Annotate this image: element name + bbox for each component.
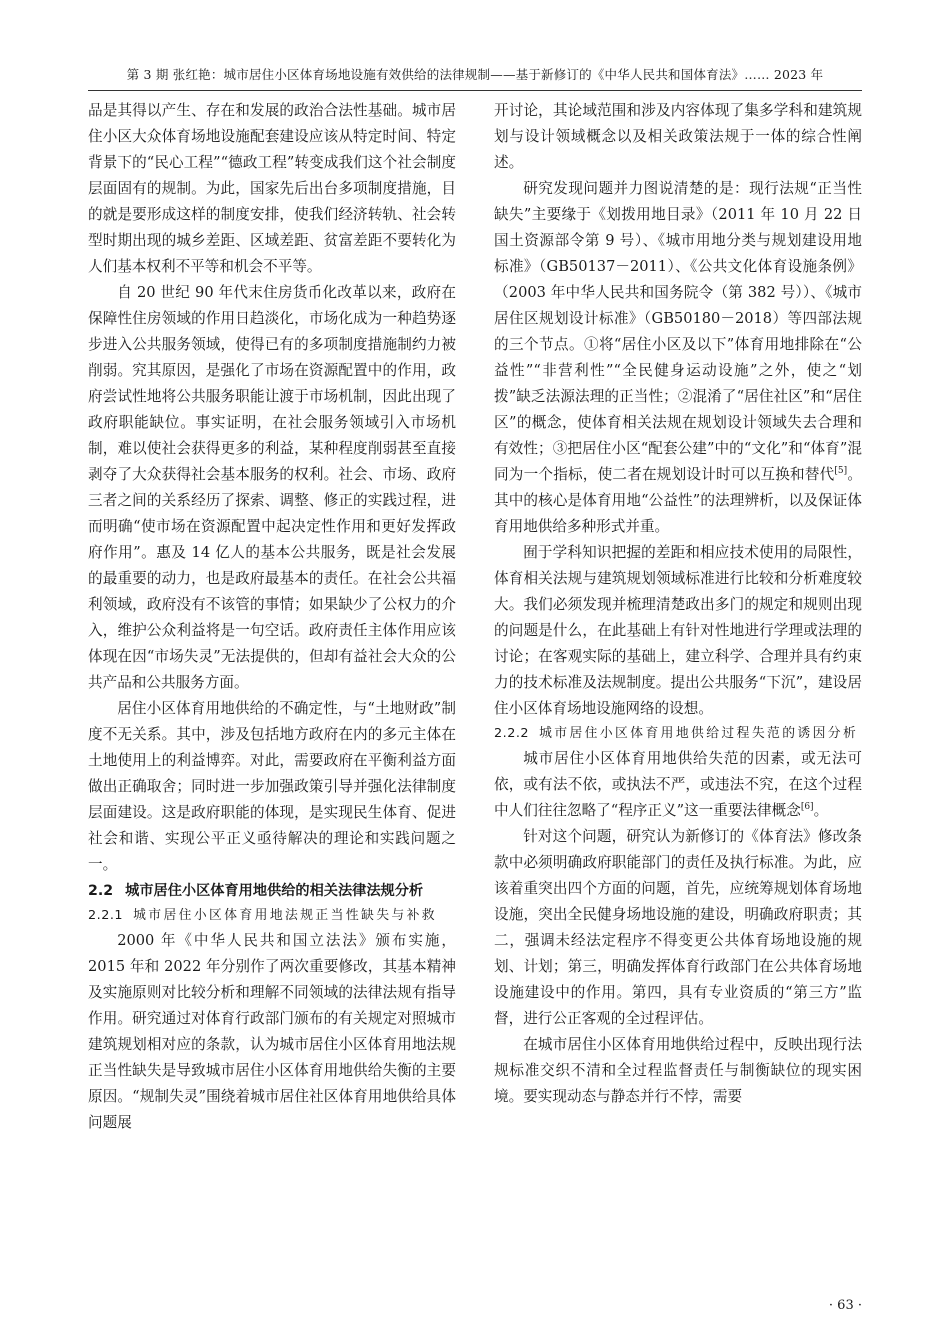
- section-title: 城市居住小区体育用地供给的相关法律法规分析: [125, 883, 424, 899]
- left-column: [88, 98, 456, 1136]
- paragraph: 2000 年《中华人民共和国立法法》颁布实施，2015 年和 2022 年分别作了两次重要修改，其基本精神及实施原则对比较分析和理解不同领域的法律法规有指导作用。研究通过对体育行政部门颁布的有关规定对照城市建筑规划相对应的条款，认为城市居住小区体育用地法规正当性缺失是导致城市居住小区体育用地供给失衡的主要原因。“规制失灵”围绕着城市居住社区体育用地供给具体问题展: [88, 932, 456, 1131]
- paragraph: 自 20 世纪 90 年代末住房货币化改革以来，政府在保障性住房领域的作用日趋淡化，市场化成为一种趋势逐步进入公共服务领域，使得已有的多项制度措施制约力被削弱。究其原因，是强化了市场在资源配置中的作用，政府尝试性地将公共服务职能让渡于市场机制，因此出现了政府职能缺位。事实证明，在社会服务领域引入市场机制，难以使社会获得更多的利益，某种程度削弱甚至直接剥夺了大众获得社会基本服务的权利。社会、市场、政府三者之间的关系经历了探索、调整、修正的实践过程，进而明确“使市场在资源配置中起决定性作用和更好发挥政府作用”。惠及 14 亿人的基本公共服务，既是社会发展的最重要的动力，也是政府最基本的责任。在社会公共福利领域，政府没有不该管的事情；如果缺少了公权力的介入，维护公众利益将是一句空话。政府责任主体作用应该体现在因“市场失灵”无法提供的，但却有益社会大众的公共产品和公共服务方面。: [88, 284, 456, 691]
- subsection-heading-2-2-2: [494, 722, 862, 746]
- paragraph: 品是其得以产生、存在和发展的政治合法性基础。城市居住小区大众体育场地设施配套建设应该从特定时间、特定背景下的“民心工程”“德政工程”转变成我们这个社会制度层面固有的规制。为此，国家先后出台多项制度措施，目的就是要形成这样的制度安排，使我们经济转轨、社会转型时期出现的城乡差距、区域差距、贫富差距不要转化为人们基本权利不平等和机会不平等。: [88, 102, 456, 275]
- paragraph-text: 城市居住小区体育用地供给失范的因素，或无法可依，或有法不依，或执法不严，或违法不究，在这个过程中人们往往忽略了“程序正义”这一重要法律概念: [494, 750, 862, 819]
- paragraph: 居住小区体育用地供给的不确定性，与“土地财政”制度不无关系。其中，涉及包括地方政府在内的多元主体在土地使用上的利益博弈。对此，需要政府在平衡利益方面做出正确取舍；同时进一步加强政策引导并强化法律制度层面建设。这是政府职能的体现，是实现民生体育、促进社会和谐、实现公平正义亟待解决的理论和实践问题之一。: [88, 700, 456, 873]
- page-number: · 63 ·: [828, 1298, 862, 1313]
- subsection-title: 城市居住小区体育用地法规正当性缺失与补救: [133, 908, 437, 923]
- paragraph-text: 。其中的核心是体育用地“公益性”的法理辨析，以及保证体育用地供给多种形式并重。: [494, 466, 862, 535]
- section-number: 2.2: [88, 883, 114, 899]
- subsection-title: 城市居住小区体育用地供给过程失范的诱因分析: [539, 726, 859, 741]
- subsection-heading-2-2-1: [88, 904, 456, 928]
- right-column: [494, 98, 862, 1110]
- paragraph: 针对这个问题，研究认为新修订的《体育法》修改条款中必须明确政府职能部门的责任及执行标准。为此，应该着重突出四个方面的问题，首先，应统筹规划体育场地设施，突出全民健身场地设施的建设，明确政府职责；其二，强调未经法定程序不得变更公共体育场地设施的规划、计划；第三，明确发挥体育行政部门在公共体育场地设施建设中的作用。第四，具有专业资质的“第三方”监督，进行公正客观的全过程评估。: [494, 828, 862, 1027]
- subsection-number: 2.2.2: [494, 726, 530, 741]
- paragraph: 囿于学科知识把握的差距和相应技术使用的局限性，体育相关法规与建筑规划领域标准进行比较和分析难度较大。我们必须发现并梳理清楚政出多门的规定和规则出现的问题是什么，在此基础上有针对性地进行学理或法理的讨论；在客观实际的基础上，建立科学、合理并具有约束力的技术标准及法规制度。提出公共服务“下沉”，建设居住小区体育场地设施网络的设想。: [494, 544, 862, 717]
- header-rule: [88, 90, 862, 91]
- section-heading-2-2: [88, 878, 456, 904]
- paragraph: [494, 746, 862, 824]
- paragraph-text: 研究发现问题并力图说清楚的是：现行法规“正当性缺失”主要缘于《划拨用地目录》（2011 年 10 月 22 日国土资源部令第 9 号）、《城市用地分类与规划建设用地标准》（GB50137－2011）、《公共文化体育设施条例》（2003 年中华人民共和国务院令（第 382 号））、《城市居住区规划设计标准》（GB50180－2018）等四部法规的三个节点。①将“居住小区及以下”体育用地排除在“公益性”“非营利性”“全民健身运动设施”之外，使之“划拨”缺乏法源法理的正当性；②混淆了“居住社区”和“居住区”的概念，使体育相关法规在规划设计领域失去合理和有效性；③把居住小区“配套公建”中的“文化”和“体育”混同为一个指标，使二者在规划设计时可以互换和替代: [494, 180, 862, 483]
- paragraph: [494, 176, 862, 540]
- citation-6: [6]: [800, 802, 814, 813]
- paragraph-text: 。: [813, 802, 829, 819]
- paragraph: 开讨论，其论域范围和涉及内容体现了集多学科和建筑规划与设计领域概念以及相关政策法规于一体的综合性阐述。: [494, 102, 862, 171]
- running-header: 第 3 期 张红艳：城市居住小区体育场地设施有效供给的法律规制——基于新修订的《中华人民共和国体育法》…… 2023 年: [126, 67, 824, 82]
- citation-5: [5]: [834, 466, 848, 477]
- paragraph: 在城市居住小区体育用地供给过程中，反映出现行法规标准交织不清和全过程监督责任与制衡缺位的现实困境。要实现动态与静态并行不悖，需要: [494, 1036, 862, 1105]
- subsection-number: 2.2.1: [88, 908, 124, 923]
